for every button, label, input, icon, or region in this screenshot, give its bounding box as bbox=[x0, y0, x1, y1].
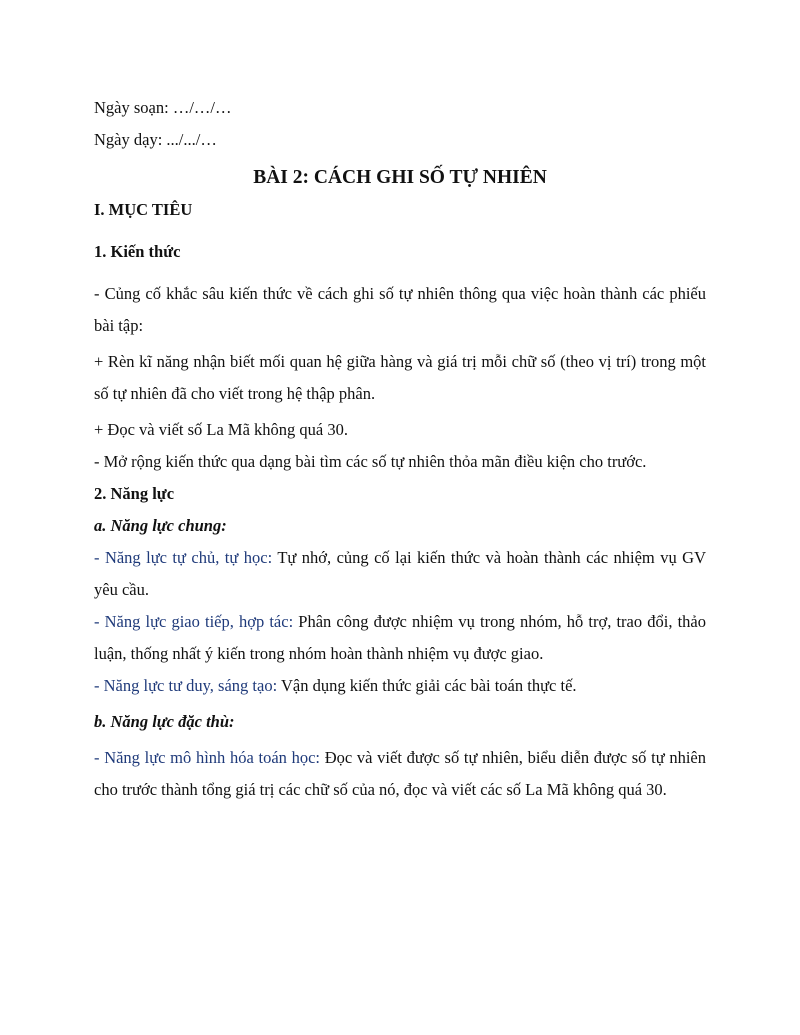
item-tu-chu bbox=[94, 542, 706, 606]
item-tu-duy bbox=[94, 670, 706, 702]
item-tu-duy-label: - Năng lực tư duy, sáng tạo: bbox=[94, 676, 278, 695]
item-giao-tiep-label: - Năng lực giao tiếp, hợp tác: bbox=[94, 612, 294, 631]
item-giao-tiep-text: Phân công được nhiệm vụ trong nhóm, hỗ trợ, trao đổi, thảo luận, thống nhất ý kiến trong nhóm hoàn thành nhiệm vụ được giao. bbox=[94, 612, 706, 663]
document-page bbox=[94, 92, 706, 806]
ngay-day: Ngày dạy: .../.../… bbox=[94, 130, 217, 149]
item-tu-chu-label: - Năng lực tự chủ, tự học: bbox=[94, 548, 273, 567]
item-tu-chu-text: Tự nhớ, củng cố lại kiến thức và hoàn thành các nhiệm vụ GV yêu cầu. bbox=[94, 548, 706, 599]
subheading-nang-luc: 2. Năng lực bbox=[94, 484, 175, 503]
paragraph-ren-ki-nang: + Rèn kĩ năng nhận biết mối quan hệ giữa hàng và giá trị mỗi chữ số (theo vị trí) trong một số tự nhiên đã cho viết trong hệ thập phân. bbox=[94, 352, 706, 403]
paragraph-la-ma: + Đọc và viết số La Mã không quá 30. bbox=[94, 420, 349, 439]
paragraph-cung-co: - Củng cố khắc sâu kiến thức về cách ghi số tự nhiên thông qua việc hoàn thành các phiếu bài tập: bbox=[94, 284, 706, 335]
item-tu-duy-text: Vận dụng kiến thức giải các bài toán thực tế. bbox=[277, 676, 577, 695]
item-mo-hinh-hoa-label: - Năng lực mô hình hóa toán học: bbox=[94, 748, 321, 767]
lesson-title: BÀI 2: CÁCH GHI SỐ TỰ NHIÊN bbox=[253, 167, 547, 188]
paragraph-mo-rong: - Mở rộng kiến thức qua dạng bài tìm các số tự nhiên thỏa mãn điều kiện cho trước. bbox=[94, 452, 647, 471]
heading-nang-luc-chung: a. Năng lực chung: bbox=[94, 516, 227, 535]
section-muc-tieu: I. MỤC TIÊU bbox=[94, 200, 193, 219]
item-giao-tiep bbox=[94, 606, 706, 670]
subheading-kien-thuc: 1. Kiến thức bbox=[94, 242, 181, 261]
ngay-soan: Ngày soạn: …/…/… bbox=[94, 98, 232, 117]
heading-nang-luc-dac-thu: b. Năng lực đặc thù: bbox=[94, 712, 235, 731]
item-mo-hinh-hoa-text: Đọc và viết được số tự nhiên, biểu diễn được số tự nhiên cho trước thành tổng giá trị các chữ số của nó, đọc và viết các số La Mã không quá 30. bbox=[94, 748, 706, 799]
item-mo-hinh-hoa bbox=[94, 742, 706, 806]
